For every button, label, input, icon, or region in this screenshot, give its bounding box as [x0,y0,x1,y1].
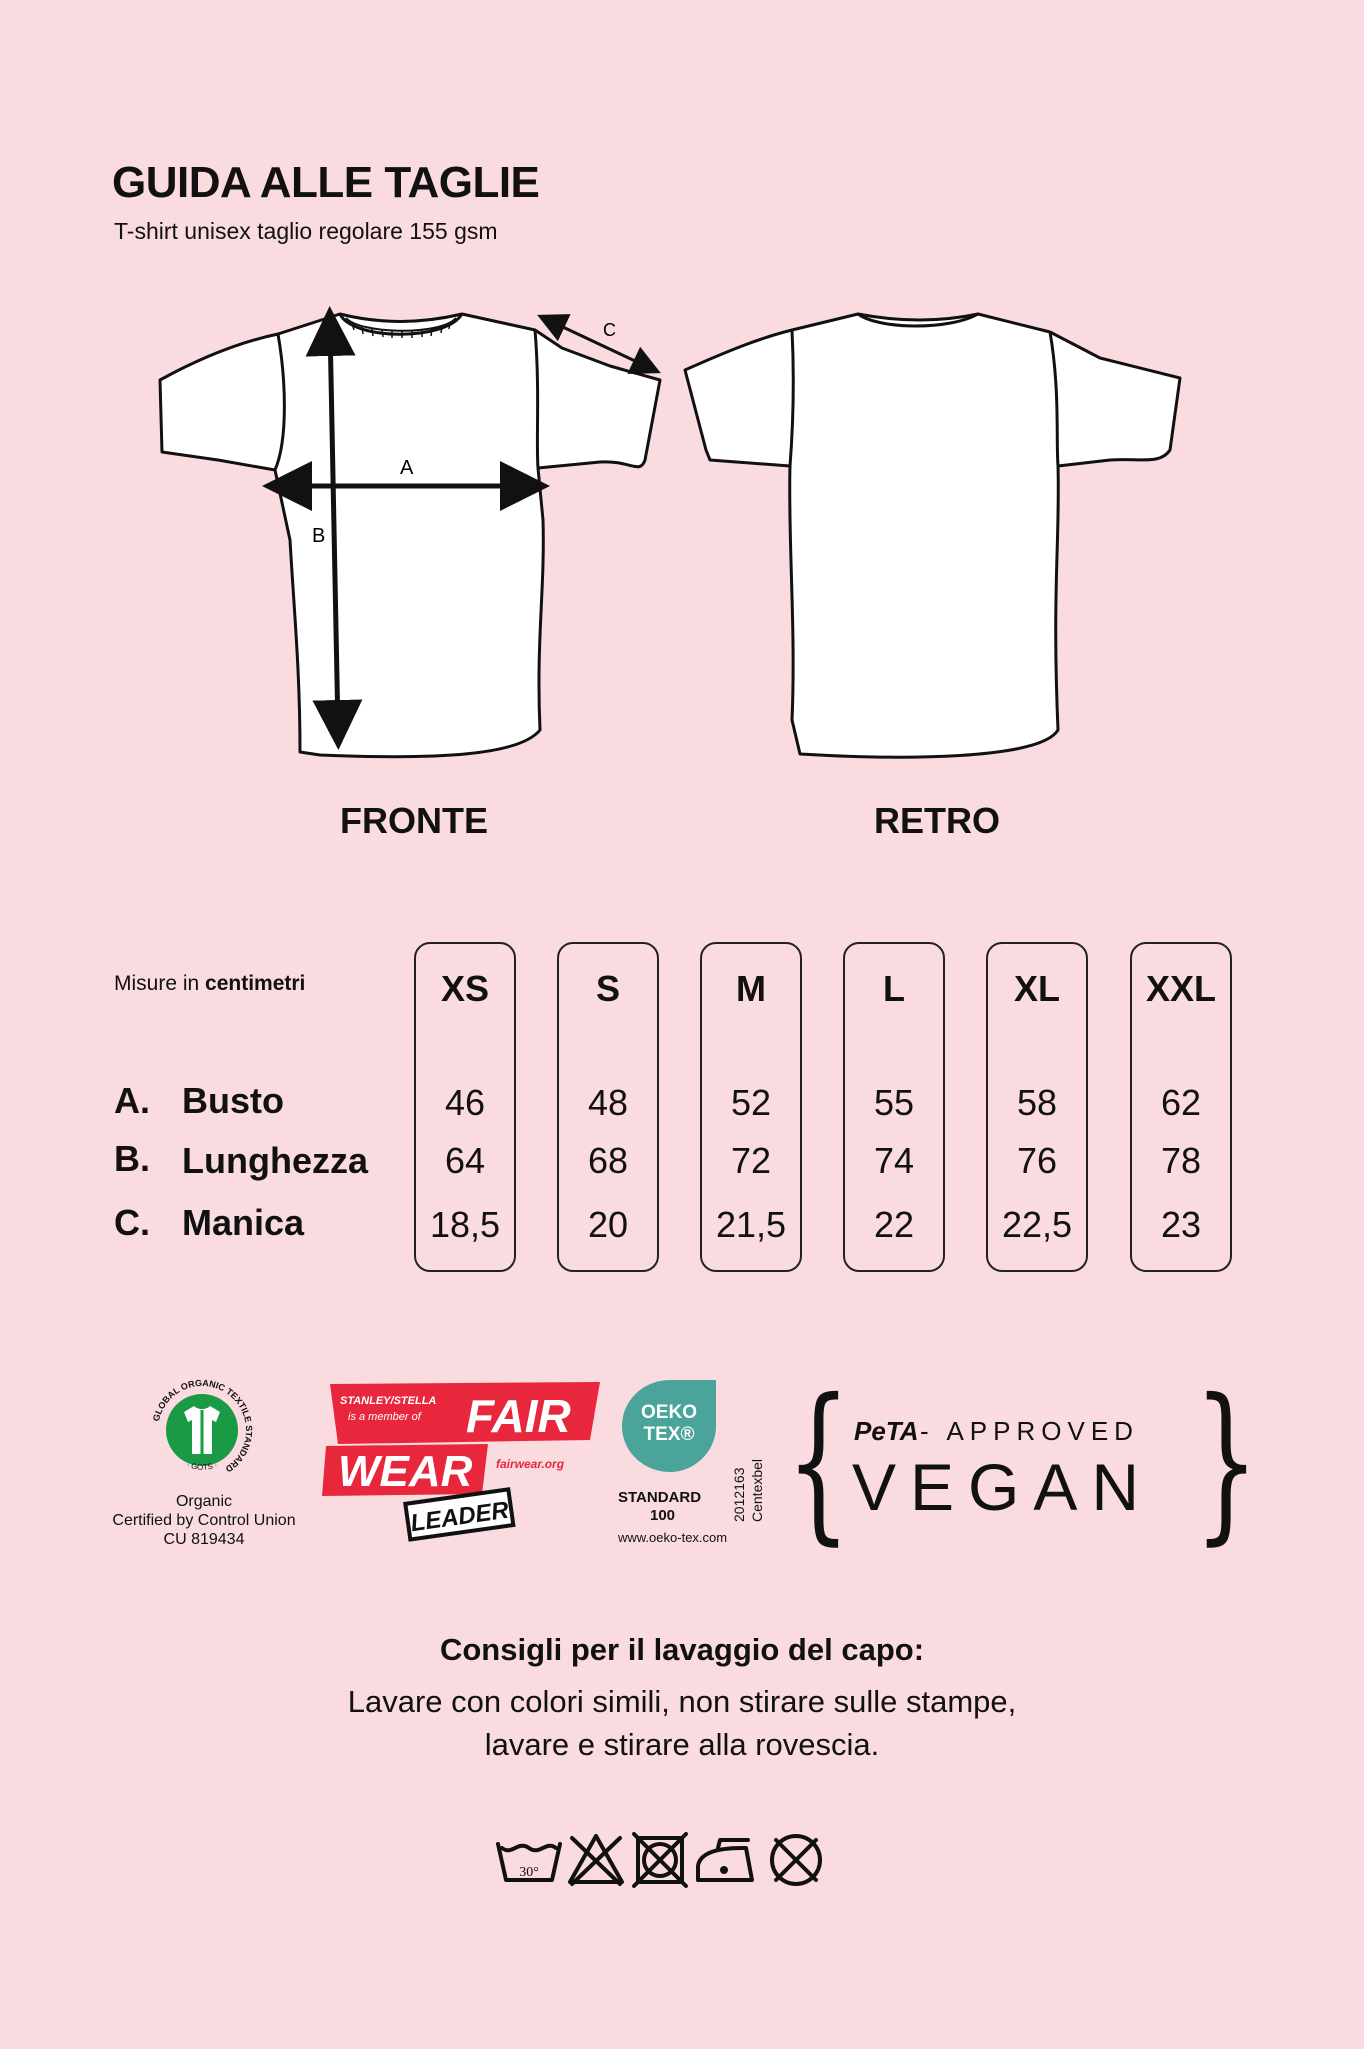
label-a: A [400,457,414,479]
size-label: XL [1013,968,1060,1009]
length-value: 76 [1016,1140,1058,1181]
sleeve-value: 18,5 [429,1204,501,1245]
length-value: 78 [1160,1140,1202,1181]
tshirt-diagram [0,290,1364,790]
page-subtitle: T-shirt unisex taglio regolare 155 gsm [114,218,498,244]
fairwear-fair: FAIR [466,1390,571,1442]
length-value: 74 [873,1140,915,1181]
bust-value: 55 [873,1082,915,1123]
gots-caption: Organic Certified by Control Union CU 819434 [112,1493,296,1548]
length-value: 72 [730,1140,772,1181]
size-column-s [557,942,659,1272]
oekotex-number: 100 [650,1507,676,1524]
front-label: FRONTE [340,800,488,841]
measure-unit-label: Misure in centimetri [114,972,306,995]
fairwear-url: fairwear.org [496,1457,565,1471]
fairwear-leader: LEADER [408,1496,511,1538]
size-column-m [700,942,802,1272]
row-letter-a: A. [114,1080,150,1121]
peta-brand: PeTA [854,1416,919,1446]
left-brace-icon: { [786,1363,851,1562]
row-name-sleeve: Manica [182,1202,305,1243]
size-label: S [595,968,620,1009]
fairwear-logo [320,1378,604,1548]
bust-value: 48 [587,1082,629,1123]
size-label: XS [440,968,490,1009]
bust-value: 52 [730,1082,772,1123]
bust-value: 46 [444,1082,486,1123]
care-icons [494,1826,846,1896]
peta-vegan-logo [780,1363,1259,1562]
sleeve-value: 21,5 [715,1204,787,1245]
size-column-xl [986,942,1088,1272]
oekotex-logo [612,1372,772,1550]
gots-logo [142,1370,262,1490]
label-c: C [603,320,616,340]
front-shirt-outline [160,314,660,757]
page-title: GUIDA ALLE TAGLIE [112,158,540,207]
back-shirt-outline [685,314,1180,757]
oekotex-standard: STANDARD [618,1489,702,1506]
length-value: 64 [444,1140,486,1181]
row-letter-c: C. [114,1202,150,1243]
row-name-length: Lunghezza [182,1140,368,1181]
length-value: 68 [587,1140,629,1181]
size-column-xxl [1130,942,1232,1272]
size-column-xs [414,942,516,1272]
no-tumble-dry-icon [634,1834,686,1886]
gots-ring-bottom: · GOTS · [185,1460,219,1472]
care-line-1: Lavare con colori simili, non stirare sulle stampe, [347,1684,1017,1719]
fairwear-wear: WEAR [338,1447,473,1496]
gots-ring-text: GLOBAL ORGANIC TEXTILE STANDARD [150,1377,255,1475]
label-b: B [312,525,326,547]
iron-low-icon [698,1840,752,1880]
no-dry-clean-icon [772,1836,820,1884]
back-label: RETRO [874,800,1000,841]
peta-approved: - APPROVED [920,1416,1139,1446]
oekotex-badge-line2: TEX® [643,1424,695,1445]
bust-value: 62 [1160,1082,1202,1123]
right-brace-icon: } [1194,1363,1259,1562]
oekotex-url: www.oeko-tex.com [618,1530,728,1545]
fairwear-member-line1: STANLEY/STELLA [340,1395,437,1407]
row-name-bust: Busto [182,1080,284,1121]
bust-value: 58 [1016,1082,1058,1123]
peta-vegan: VEGAN [852,1450,1154,1524]
sleeve-value: 22,5 [1001,1204,1073,1245]
care-title: Consigli per il lavaggio del capo: [439,1632,925,1667]
size-label: L [883,968,905,1009]
fairwear-member-line2: is a member of [348,1411,421,1423]
size-column-l [843,942,945,1272]
size-label: M [736,968,766,1009]
sleeve-value: 22 [873,1204,915,1245]
sleeve-value: 23 [1160,1204,1202,1245]
oekotex-code: 2012163 [731,1467,747,1522]
sleeve-value: 20 [587,1204,629,1245]
oekotex-badge-line1: OEKO [641,1402,697,1423]
no-bleach-icon [570,1836,622,1884]
wash-temp-label: 30° [519,1865,539,1880]
row-letter-b: B. [114,1138,150,1179]
oekotex-institute: Centexbel [749,1458,765,1522]
care-line-2: lavare e stirare alla rovescia. [484,1727,880,1762]
size-label: XXL [1145,968,1216,1009]
